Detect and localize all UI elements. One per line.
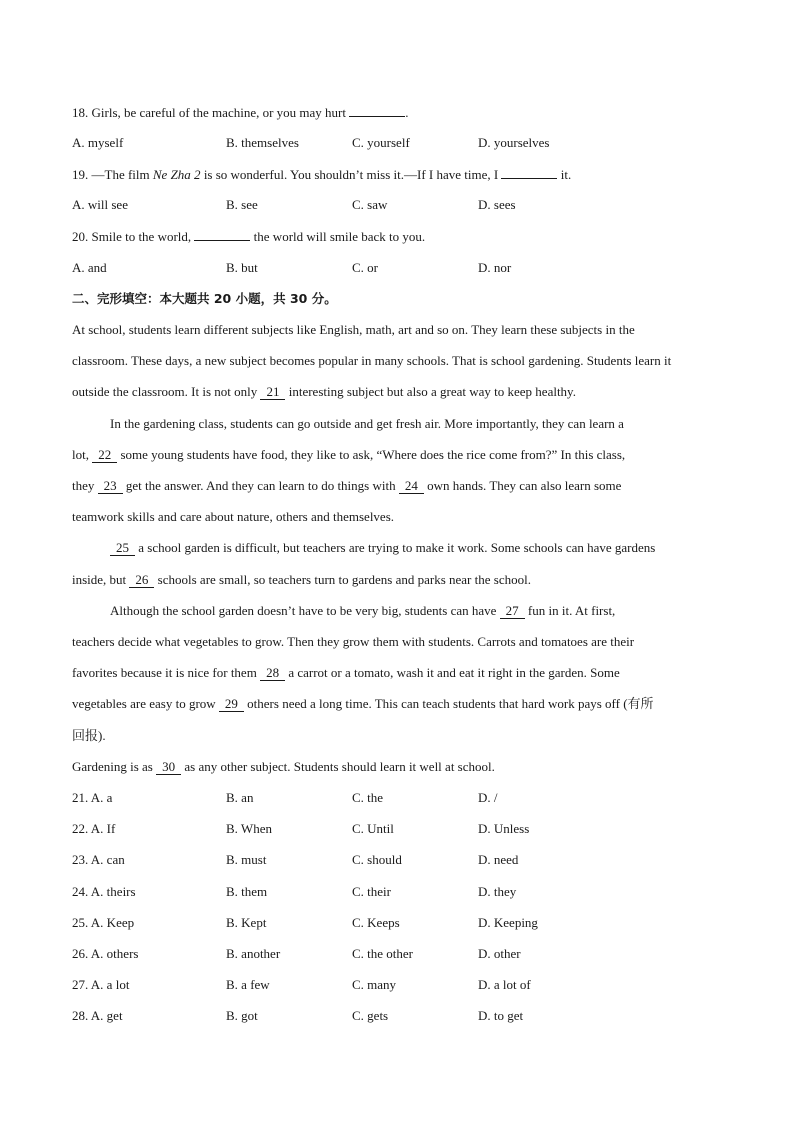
blank-28: 28 [260,665,285,681]
option-b: B. a few [226,977,270,992]
option-text: A. Keep [90,915,135,930]
question-number: 20. [72,229,89,244]
question-text: . [405,105,409,120]
passage-line [110,539,734,557]
film-title: Ne Zha 2 [152,167,201,182]
passage-line: teachers decide what vegetables to grow. Then they grow them with students. Carrots and tomatoes are their [72,634,635,649]
option-a [72,1007,123,1025]
question-number: 21. [72,790,89,805]
option-b: B. Kept [226,915,267,930]
question-text: —The film [91,167,153,182]
passage-line [72,477,734,495]
option-c: C. Until [352,821,394,836]
passage-line [72,446,734,464]
blank-22: 22 [92,447,117,463]
passage-line [72,571,734,589]
question-19-stem [72,165,734,183]
passage-text: outside the classroom. It is not only [72,384,261,399]
question-20-stem [72,227,734,245]
blank-23: 23 [98,478,123,494]
option-text: A. others [90,946,139,961]
question-18-options [72,134,734,152]
passage-line [72,383,734,401]
question-number: 23. [72,852,89,867]
option-b: B. themselves [226,135,299,150]
question-18-stem [72,103,734,121]
option-text: A. a [90,790,113,805]
blank-30: 30 [156,759,181,775]
option-b: B. them [226,884,268,899]
question-number: 24. [72,884,89,899]
question-number: 19. [72,167,89,182]
option-a [72,945,138,963]
option-a: A. and [72,260,107,275]
question-text: is so wonderful. You shouldn’t miss it.—If I have time, I [200,167,502,182]
passage-text: interesting subject but also a great way to keep healthy. [285,384,576,399]
question-number: 27. [72,977,89,992]
passage-text: others need a long time. This can teach students that hard work pays off (有所 [243,696,654,711]
question-number: 26. [72,946,89,961]
option-b: B. but [226,260,258,275]
option-a [72,883,136,901]
passage-line: 回报). [72,728,106,743]
option-c: C. or [352,260,378,275]
question-text: the world will smile back to you. [250,229,426,244]
option-b: B. When [226,821,272,836]
option-c: C. saw [352,197,388,212]
option-d: D. they [478,884,517,899]
cloze-options-26 [72,945,734,963]
option-text: A. If [90,821,116,836]
passage-text: vegetables are easy to grow [72,696,219,711]
section-title: 二、完形填空：本大题共 20 小题，共 30 分。 [72,291,337,306]
question-number: 25. [72,915,89,930]
option-a: A. myself [72,135,124,150]
question-text: Girls, be careful of the machine, or you may hurt [91,105,350,120]
option-c: C. their [352,884,391,899]
passage-text: some young students have food, they like to ask, “Where does the rice come from?” In this class, [117,447,626,462]
option-c: C. the [352,790,384,805]
blank-21: 21 [260,384,285,400]
option-a [72,976,129,994]
option-d: D. other [478,946,521,961]
option-a: A. will see [72,197,128,212]
option-c: C. many [352,977,397,992]
option-d: D. yourselves [478,135,550,150]
option-d: D. nor [478,260,512,275]
question-number: 22. [72,821,89,836]
question-text: it. [557,167,572,182]
answer-blank [501,165,557,179]
option-d: D. Keeping [478,915,538,930]
passage-line [110,602,734,620]
option-d: D. a lot of [478,977,531,992]
passage-text: as any other subject. Students should learn it well at school. [181,759,495,774]
passage-text: fun in it. At first, [524,603,616,618]
passage-line: classroom. These days, a new subject becomes popular in many schools. That is school gardening. Students learn it [72,353,672,368]
passage-text: own hands. They can also learn some [423,478,622,493]
blank-24: 24 [399,478,424,494]
option-c: C. the other [352,946,414,961]
option-a [72,789,112,807]
option-c: C. Keeps [352,915,400,930]
question-19-options [72,196,734,214]
option-b: B. see [226,197,258,212]
passage-text: Gardening is as [72,759,157,774]
option-a [72,851,125,869]
option-d: D. Unless [478,821,530,836]
option-a [72,914,134,932]
option-text: A. get [90,1008,123,1023]
blank-29: 29 [219,696,244,712]
option-d: D. to get [478,1008,524,1023]
option-c: C. yourself [352,135,410,150]
passage-line [72,758,734,776]
question-text: Smile to the world, [91,229,195,244]
cloze-options-25 [72,914,734,932]
passage-line: At school, students learn different subjects like English, math, art and so on. They learn these subjects in the [72,322,635,337]
option-text: A. theirs [90,884,136,899]
cloze-options-22 [72,820,734,838]
cloze-options-21 [72,789,734,807]
blank-27: 27 [500,603,525,619]
passage-line: teamwork skills and care about nature, others and themselves. [72,509,395,524]
option-d: D. need [478,852,519,867]
option-b: B. an [226,790,254,805]
cloze-options-23 [72,851,734,869]
passage-text: Although the school garden doesn’t have to be very big, students can have [110,603,500,618]
passage-text: they [72,478,98,493]
cloze-options-27 [72,976,734,994]
passage-text: inside, but [72,572,130,587]
passage-line: In the gardening class, students can go outside and get fresh air. More importantly, they can learn a [110,416,624,431]
passage-text: schools are small, so teachers turn to gardens and parks near the school. [154,572,531,587]
passage-text: get the answer. And they can learn to do things with [122,478,399,493]
option-text: A. can [90,852,125,867]
option-a [72,820,115,838]
passage-text: lot, [72,447,93,462]
cloze-options-24 [72,883,734,901]
passage-line [72,664,734,682]
option-c: C. should [352,852,402,867]
answer-blank [349,103,405,117]
question-20-options [72,259,734,277]
option-d: D. sees [478,197,516,212]
passage-text: favorites because it is nice for them [72,665,261,680]
option-b: B. another [226,946,281,961]
question-number: 28. [72,1008,89,1023]
question-number: 18. [72,105,89,120]
blank-26: 26 [129,572,154,588]
passage-text: a carrot or a tomato, wash it and eat it right in the garden. Some [285,665,620,680]
passage-line [72,695,734,713]
option-b: B. must [226,852,267,867]
option-text: A. a lot [90,977,130,992]
option-b: B. got [226,1008,258,1023]
cloze-options-28 [72,1007,734,1025]
blank-25: 25 [110,540,135,556]
answer-blank [194,227,250,241]
passage-text: a school garden is difficult, but teachers are trying to make it work. Some schools can have gardens [135,540,656,555]
option-d: D. / [478,790,498,805]
option-c: C. gets [352,1008,389,1023]
